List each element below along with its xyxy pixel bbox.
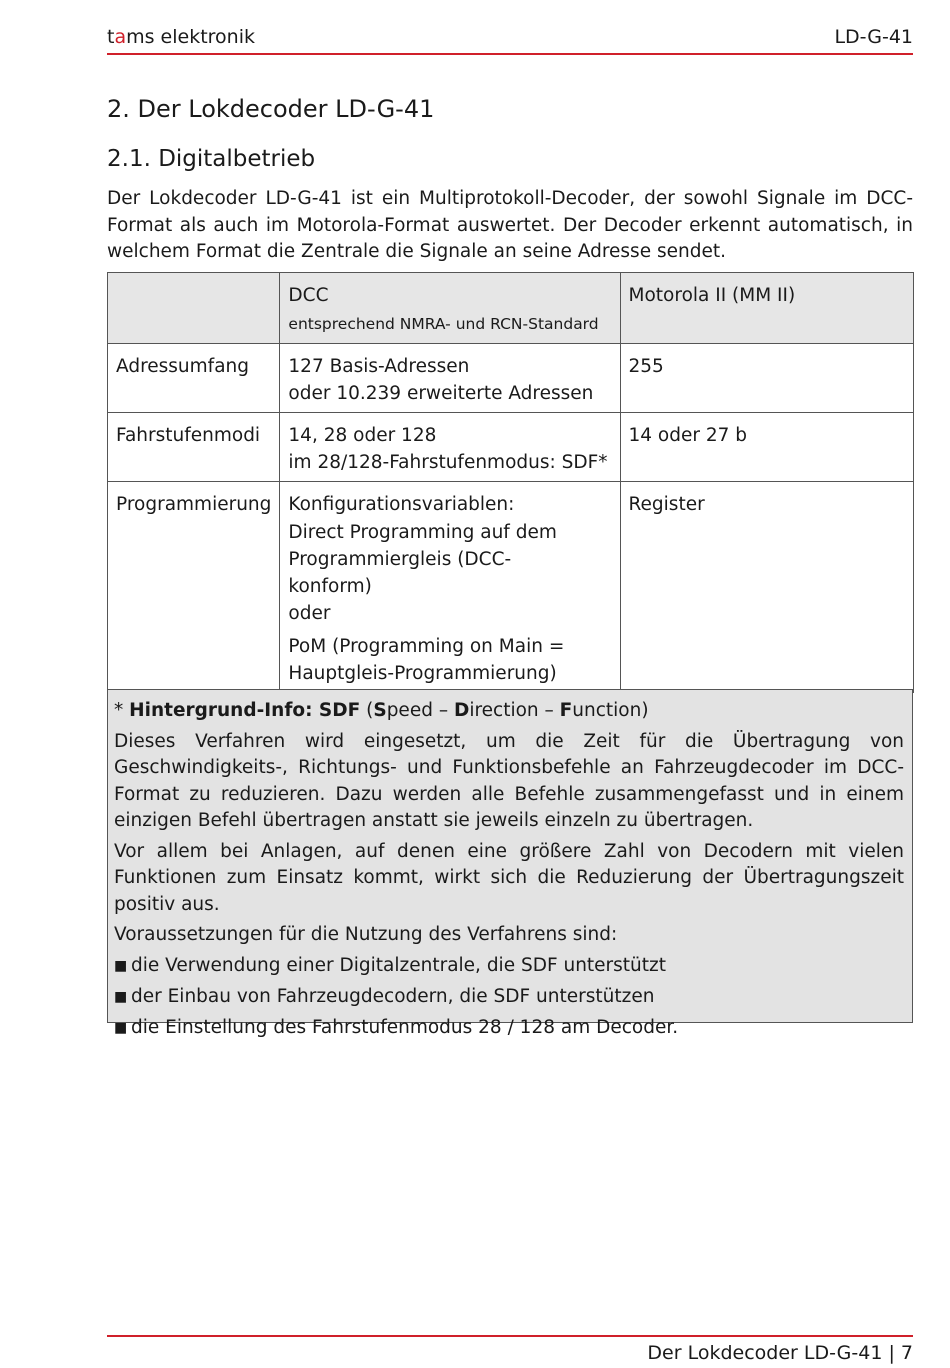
row-label-address: Adressumfang	[108, 344, 280, 413]
footer-divider	[107, 1335, 913, 1337]
table-header-row	[108, 273, 914, 344]
table-header-dcc	[280, 273, 620, 344]
info-paragraph-1: Dieses Verfahren wird eingesetzt, um die Zeit für die Übertragung von Geschwindigkeits-, Richtungs- und Funktionsbefehle an Fahrzeugdecoder im DCC-Format zu reduzieren. Dazu werden alle Befehle zusammengefasst und in einem einzigen Befehl übertragen anstatt sie jeweils einzeln zu übertragen.	[114, 730, 904, 831]
dcc-standard-note: entsprechend NMRA- und RCN-Standard	[288, 315, 599, 333]
intro-paragraph: Der Lokdecoder LD-G-41 ist ein Multiprotokoll-Decoder, der sowohl Signale im DCC-Format als auch im Motorola-Format auswertet. Der Decoder erkennt automatisch, in welchem Format die Zentrale die Signale an seine Adresse sendet.	[107, 188, 913, 262]
info-paragraph-2: Vor allem bei Anlagen, auf denen eine größere Zahl von Decodern mit vielen Funktionen zum Einsatz kommt, wirkt sich die Reduzierung der Übertragungszeit positiv aus.	[114, 840, 904, 915]
document-code: LD-G-41	[834, 26, 913, 48]
table-row	[108, 344, 914, 413]
page-footer: Der Lokdecoder LD-G-41 | 7	[647, 1342, 913, 1364]
info-paragraph-3: Voraussetzungen für die Nutzung des Verfahrens sind:	[114, 924, 618, 945]
requirements-list	[114, 953, 904, 1041]
dcc-speed-steps-cell: 14, 28 oder 128 im 28/128-Fahrstufenmodus: SDF*	[280, 413, 620, 482]
mm-speed-steps-cell: 14 oder 27 b	[620, 413, 913, 482]
brand-accent-letter: a	[114, 26, 127, 48]
table-row	[108, 413, 914, 482]
dcc-address-cell: 127 Basis-Adressen oder 10.239 erweiterte Adressen	[280, 344, 620, 413]
bullet-icon: ■	[114, 1019, 128, 1036]
bullet-icon: ■	[114, 957, 128, 974]
mm-programming-cell: Register	[620, 482, 913, 693]
list-item: ■ die Einstellung des Fahrstufenmodus 28 / 128 am Decoder.	[114, 1015, 904, 1041]
brand-name: tams elektronik	[107, 26, 256, 48]
row-label-speed-steps: Fahrstufenmodi	[108, 413, 280, 482]
dcc-programming-cell: Konfigurationsvariablen: Direct Programming auf dem Programmiergleis (DCC-konform) oder PoM (Programming on Main = Hauptgleis-Programmierung)	[280, 482, 620, 693]
bullet-icon: ■	[114, 988, 128, 1005]
list-item: ■ die Verwendung einer Digitalzentrale, die SDF unterstützt	[114, 953, 904, 979]
info-box-title: * Hintergrund-Info: SDF (Speed – Direction – Function)	[114, 700, 649, 721]
table-header-empty-cell	[108, 273, 280, 344]
table-row	[108, 482, 914, 693]
background-info-box	[107, 689, 913, 1038]
mm-address-cell: 255	[620, 344, 913, 413]
subsection-title: 2.1. Digitalbetrieb	[107, 146, 316, 172]
header-divider	[107, 53, 913, 55]
protocol-table	[107, 272, 914, 693]
row-label-programming: Programmierung	[108, 482, 280, 693]
table-header-motorola: Motorola II (MM II)	[620, 273, 913, 344]
dcc-heading: DCC	[288, 285, 329, 306]
list-item: ■ der Einbau von Fahrzeugdecodern, die SDF unterstützen	[114, 984, 904, 1010]
section-title: 2. Der Lokdecoder LD-G-41	[107, 95, 435, 123]
page-header	[107, 26, 913, 52]
